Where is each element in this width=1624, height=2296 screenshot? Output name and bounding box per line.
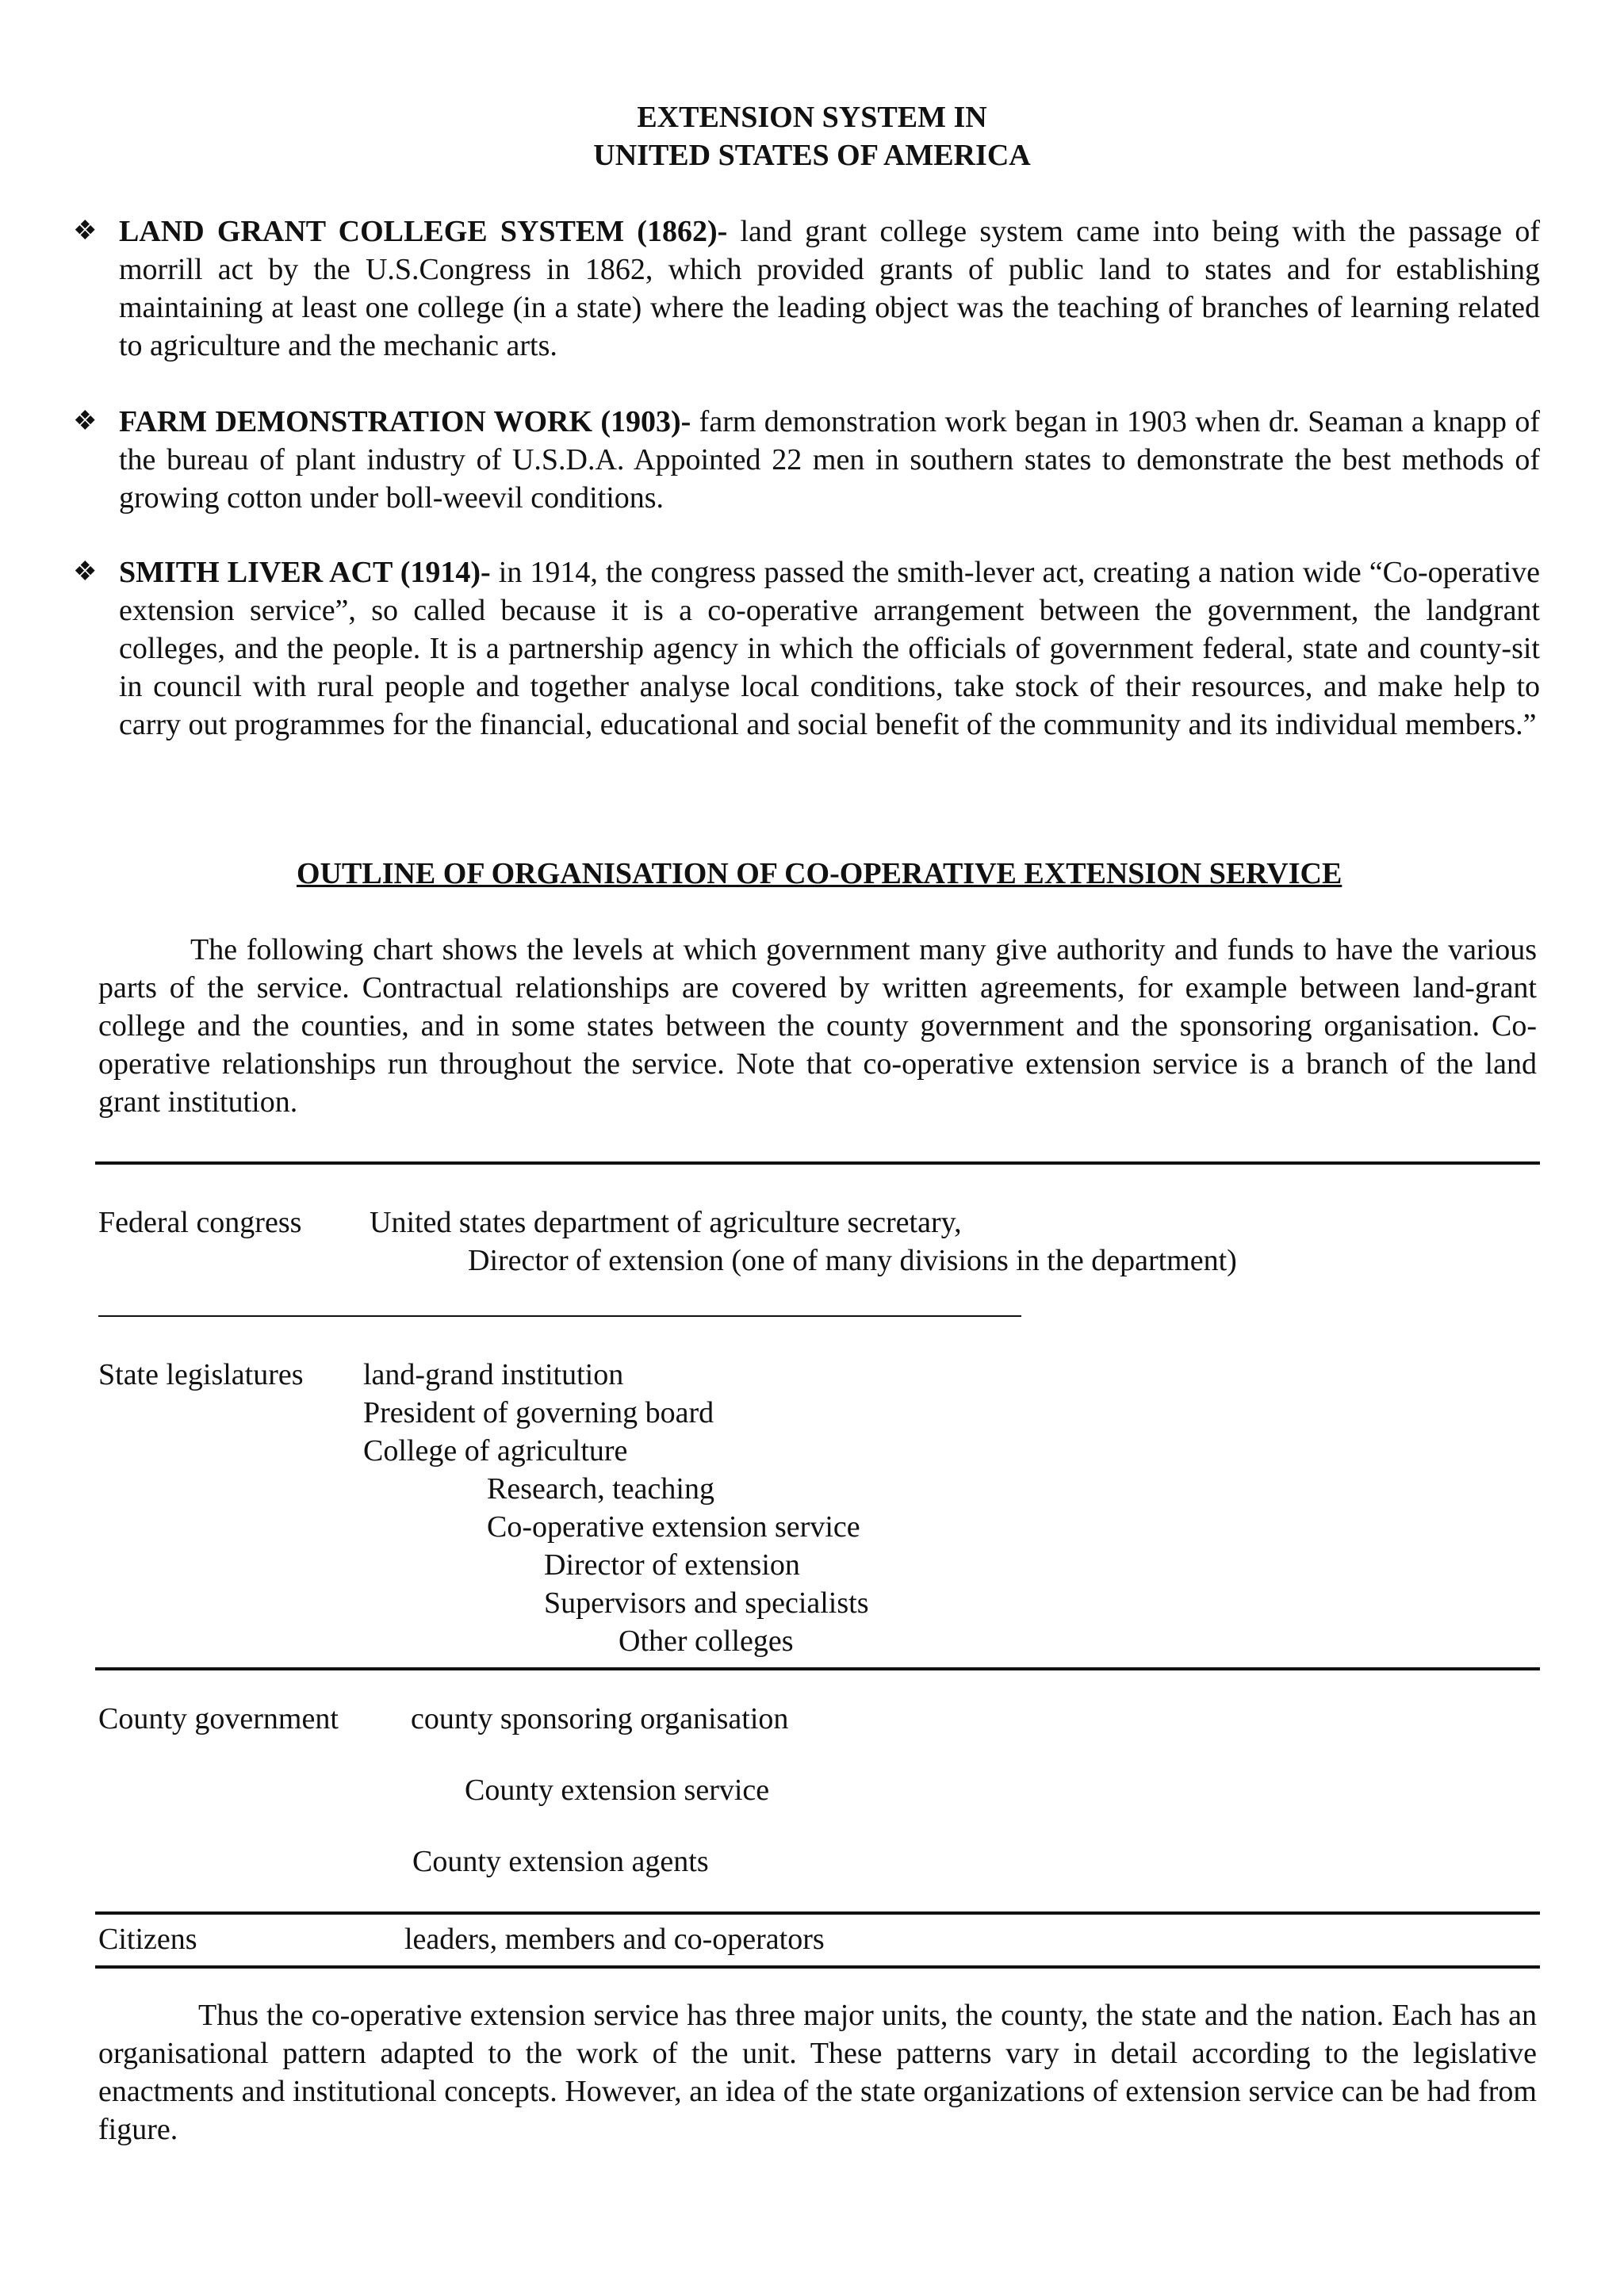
bullet-body: farm demonstration work began in 1903 when dr. Seaman a knapp of the bureau of plant industry of U.S.D.A. Appointed 22 men in southern states to demonstrate the best methods of growing cotton under boll-weevil conditions.: [119, 405, 1540, 515]
diamond-bullet-icon: ❖: [73, 216, 98, 246]
document-title-line-1: EXTENSION SYSTEM IN: [637, 101, 987, 134]
county-divider-rule: [95, 1911, 1540, 1915]
state-line: Other colleges: [619, 1624, 794, 1658]
bullet-text: [119, 212, 1540, 365]
state-line: Director of extension: [544, 1548, 800, 1582]
table-bottom-rule: [95, 1965, 1540, 1969]
bullet-land-grant: [73, 212, 1540, 365]
state-line: Research, teaching: [487, 1472, 714, 1506]
county-line: county sponsoring organisation: [411, 1702, 789, 1735]
intro-paragraph-text: The following chart shows the levels at which government many give authority and funds to have the various parts of the service. Contractual relationships are covered by written agreements, for example between land-grant college and the counties, and in some states between the county government and the sponsoring organisation. Co-operative relationships run throughout the service. Note that co-operative extension service is a branch of the land grant institution.: [98, 933, 1537, 1119]
state-line: land-grand institution: [363, 1358, 624, 1391]
closing-paragraph-text: Thus the co-operative extension service has three major units, the county, the state and the nation. Each has an organisational pattern adapted to the work of the unit. These patterns vary in detail according to the legislative enactments and institutional concepts. However, an idea of the state organizations of extension service can be had from figure.: [98, 1999, 1537, 2146]
table-top-rule: [95, 1161, 1540, 1165]
bullet-body: in 1914, the congress passed the smith-lever act, creating a nation wide “Co-operative extension service”, so called because it is a co-operative arrangement between the government, the landgrant colleges, and the people. It is a partnership agency in which the officials of government federal, state and county-sit in council with rural people and together analyse local conditions, take stock of their resources, and make help to carry out programmes for the financial, educational and social benefit of the community and its individual members.”: [119, 556, 1541, 741]
bullet-body: land grant college system came into being with the passage of morrill act by the U.S.Congress in 1862, which provided grants of public land to states and for establishing maintaining at least one college (in a state) where the leading object was the teaching of branches of learning related to agriculture and the mechanic arts.: [119, 215, 1541, 362]
bullet-farm-demonstration: [73, 403, 1540, 517]
citizens-line: leaders, members and co-operators: [404, 1923, 825, 1956]
bullet-smith-lever: [73, 553, 1540, 744]
bullet-text: [119, 553, 1540, 744]
bullet-heading: FARM DEMONSTRATION WORK (1903)-: [119, 405, 691, 438]
outline-heading: OUTLINE OF ORGANISATION OF CO-OPERATIVE EXTENSION SERVICE: [297, 857, 1342, 890]
federal-divider-line: [98, 1315, 1021, 1317]
county-line: County extension agents: [412, 1845, 709, 1878]
county-label: County government: [98, 1702, 339, 1735]
county-line: County extension service: [465, 1774, 770, 1807]
diamond-bullet-icon: ❖: [73, 407, 98, 436]
diamond-bullet-icon: ❖: [73, 557, 98, 587]
state-line: President of governing board: [363, 1396, 714, 1429]
federal-line-1: United states department of agriculture secretary,: [370, 1206, 962, 1239]
state-line: College of agriculture: [363, 1434, 628, 1468]
intro-paragraph: [98, 931, 1537, 1121]
bullet-heading: LAND GRANT COLLEGE SYSTEM (1862)-: [119, 215, 728, 248]
state-divider-rule: [95, 1667, 1540, 1670]
federal-line-2: Director of extension (one of many divisions in the department): [468, 1244, 1237, 1277]
citizens-label: Citizens: [98, 1923, 197, 1956]
document-title-line-2: UNITED STATES OF AMERICA: [593, 139, 1031, 172]
state-line: Co-operative extension service: [487, 1510, 860, 1544]
state-line: Supervisors and specialists: [544, 1586, 869, 1620]
state-label: State legislatures: [98, 1358, 304, 1391]
bullet-heading: SMITH LIVER ACT (1914)-: [119, 556, 491, 589]
closing-paragraph: [98, 1996, 1537, 2149]
federal-label: Federal congress: [98, 1206, 302, 1239]
bullet-text: [119, 403, 1540, 517]
